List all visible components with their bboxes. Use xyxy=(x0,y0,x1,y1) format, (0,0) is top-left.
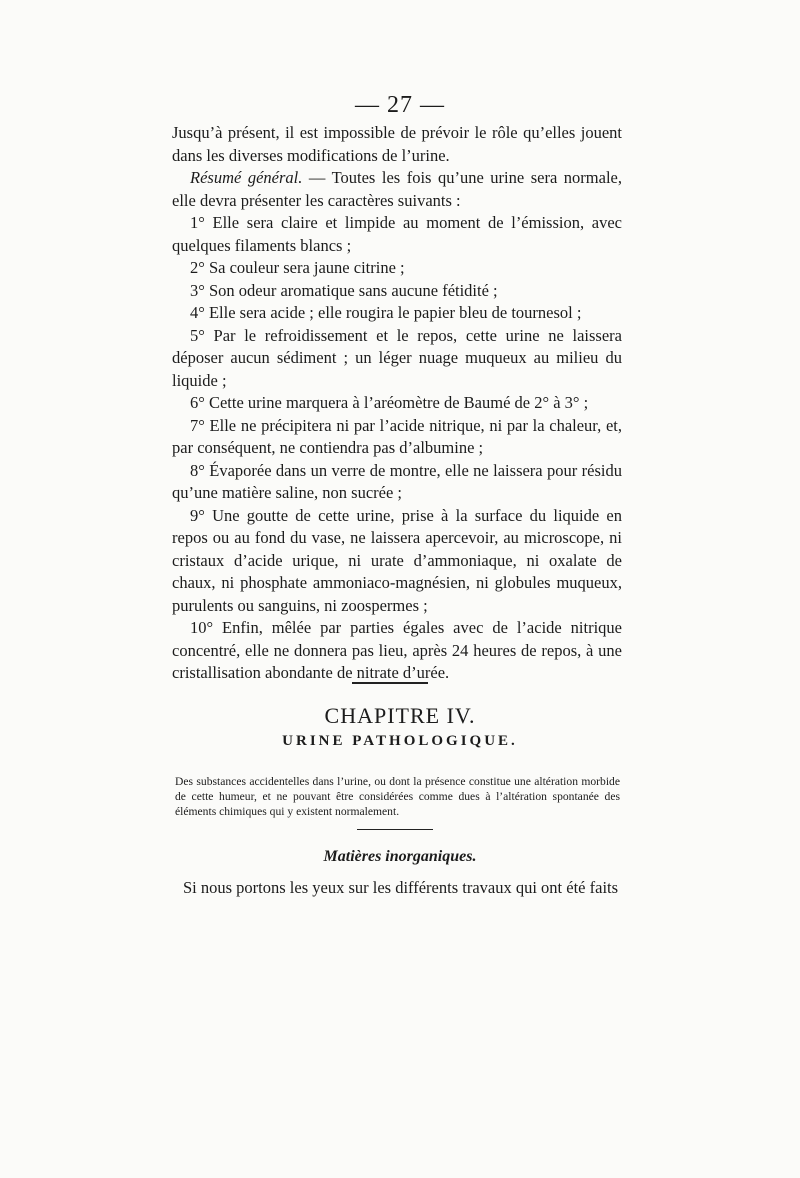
criterion-10: 10° Enfin, mêlée par parties égales avec de l’acide nitrique concentré, elle ne donnera pas lieu, après 24 heures de repos, à une cristallisation abondante de nitrate d’urée. xyxy=(172,618,622,682)
section-divider xyxy=(352,682,428,684)
resume-text: Toutes les fois qu’une urine sera normale, elle devra présenter les caractères suivants : xyxy=(172,168,622,210)
summary-divider xyxy=(357,829,433,830)
resume-label: Résumé général. xyxy=(190,168,303,187)
paragraph-intro: Jusqu’à présent, il est impossible de prévoir le rôle qu’elles jouent dans les diverses modifications de l’urine. xyxy=(172,123,622,165)
resume-dash: — xyxy=(302,168,332,187)
criterion-3: 3° Son odeur aromatique sans aucune fétidité ; xyxy=(190,280,498,300)
paragraph-resume xyxy=(172,167,622,212)
criterion-4: 4° Elle sera acide ; elle rougira le papier bleu de tournesol ; xyxy=(190,303,582,322)
criterion-9: 9° Une goutte de cette urine, prise à la surface du liquide en repos ou au fond du vase, ne laissera apercevoir, au microscope, ni cristaux d’acide urique, ni urate d’ammoniaque, ni oxalate de chaux, ni phosphate ammoniaco-magnésien, ni globules muqueux, purulents ou sanguins, ni zoospermes ; xyxy=(172,505,622,615)
section-heading: Matières inorganiques. xyxy=(323,848,477,865)
criterion-8: 8° Évaporée dans un verre de montre, elle ne laissera pour résidu qu’une matière saline, non sucrée ; xyxy=(172,460,622,502)
page-number: — 27 — xyxy=(355,92,445,118)
chapter-subtitle: URINE PATHOLOGIQUE. xyxy=(282,733,518,749)
criterion-5: 5° Par le refroidissement et le repos, cette urine ne laissera déposer aucun sédiment ; un léger nuage muqueux au milieu du liquide ; xyxy=(172,325,622,390)
criterion-2: 2° Sa couleur sera jaune citrine ; xyxy=(190,258,405,277)
criterion-1: 1° Elle sera claire et limpide au moment de l’émission, avec quelques filaments blancs ; xyxy=(172,213,622,255)
body-text xyxy=(172,122,622,685)
criterion-7: 7° Elle ne précipitera ni par l’acide nitrique, ni par la chaleur, et, par conséquent, ne contiendra pas d’albumine ; xyxy=(172,415,622,457)
paragraph-continuation: Si nous portons les yeux sur les différents travaux qui ont été faits xyxy=(183,878,619,897)
chapter-summary: Des substances accidentelles dans l’urine, ou dont la présence constitue une altération morbide de cette humeur, et ne pouvant être considérées comme dues à l’altération spontanée des éléments chimiques qui y existent normalement. xyxy=(175,775,620,818)
criterion-6: 6° Cette urine marquera à l’aréomètre de Baumé de 2° à 3° ; xyxy=(190,393,589,412)
chapter-title: CHAPITRE IV. xyxy=(324,703,476,728)
